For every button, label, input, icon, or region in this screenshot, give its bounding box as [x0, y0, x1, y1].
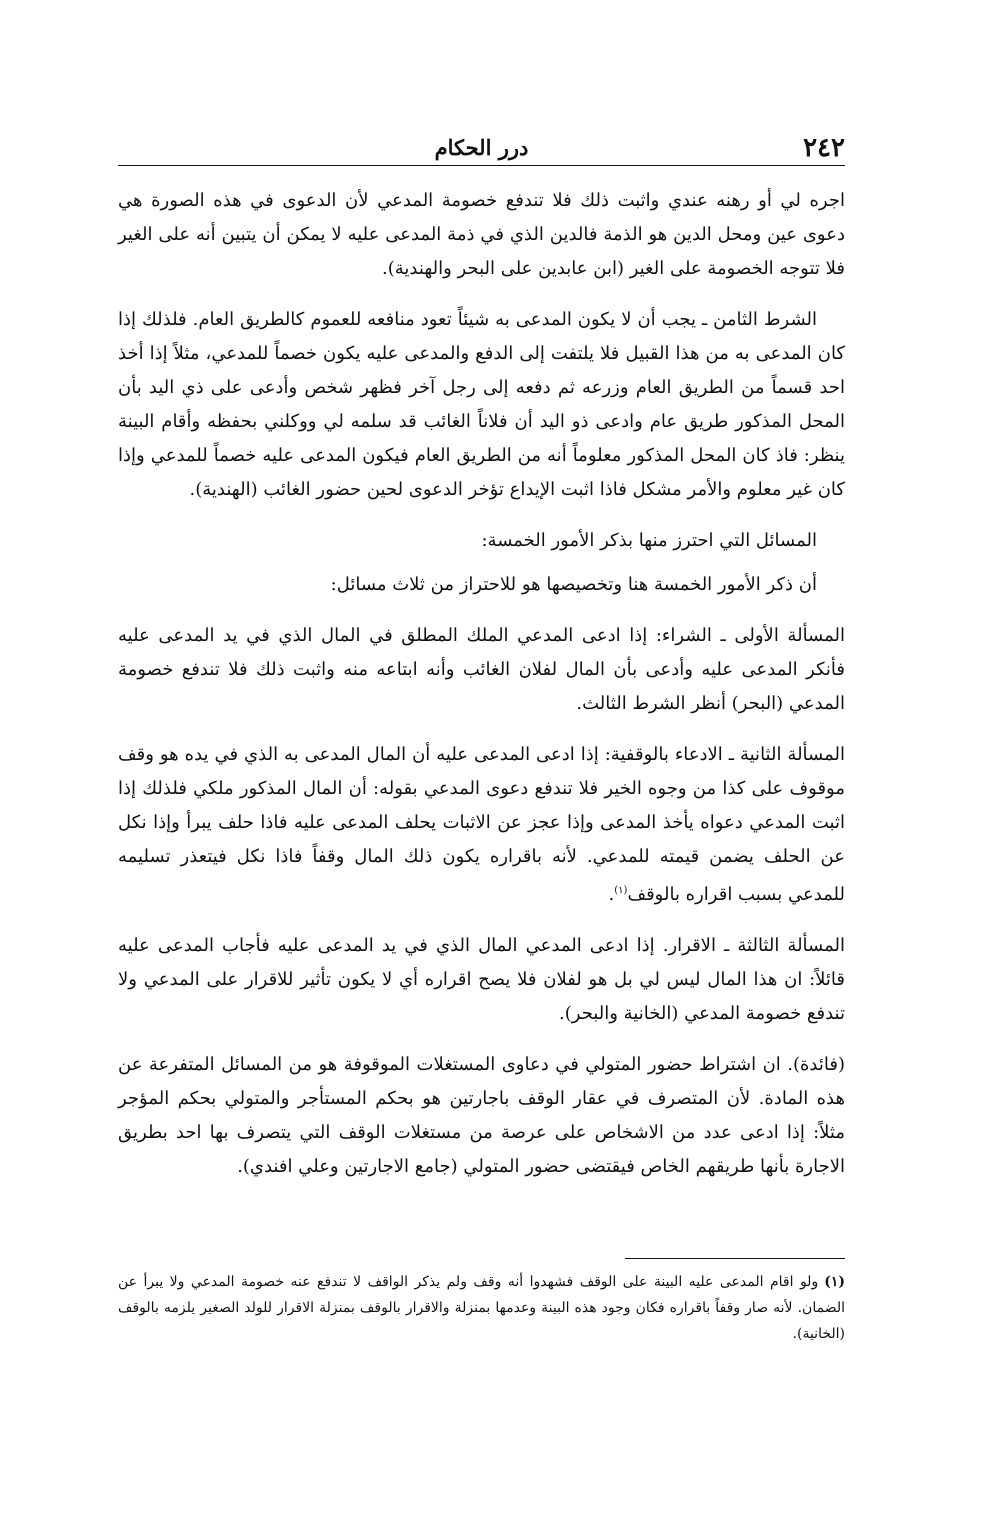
footnote-number: (١) — [824, 1274, 845, 1290]
paragraph-benefit: (فائدة). ان اشتراط حضور المتولي في دعاوى المستغلات الموقوفة هو من المسائل المتفرعة عن هذه المادة. لأن المتصرف في عقار الوقف باجارتين هو بحكم المستأجر والمتولي بحكم المؤجر مثلاً: إذا ادعى عدد من الاشخاص على عرصة من مستغلات الوقف التي يتصرف بها احد بطريق الاجارة بأنها طريقهم الخاص فيقتضى حضور المتولي (جامع الاجارتين وعلي افندي). — [118, 1054, 845, 1177]
paragraph-issue-one: المسألة الأولى ـ الشراء: إذا ادعى المدعي الملك المطلق في المال الذي في يد المدعى عليه فأنكر المدعى عليه وأدعى بأن المال لفلان الغائب وأنه ابتاعه منه واثبت ذلك فلا تندفع خصومة المدعي (البحر) أنظر الشرط الثالث. — [118, 625, 845, 714]
issue-two-text: المسألة الثانية ـ الادعاء بالوقفية: إذا ادعى المدعى عليه أن المال المدعى به الذي في يده هو وقف موقوف على كذا من وجوه الخير فلا تندفع دعوى المدعي بقوله: أن المال المذكور ملكي فلذلك إذا اثبت المدعي دعواه يأخذ المدعى وإذا عجز عن الاثبات يحلف المدعى عليه فاذا حلف يبرأ وإذا نكل عن الحلف يضمن قيمته للمدعي. لأنه باقراره يكون ذلك المال وقفاً فاذا نكل فيتعذر تسليمه للمدعي بسبب اقراره بالوقف — [118, 744, 845, 905]
paragraph-continuation: اجره لي أو رهنه عندي واثبت ذلك فلا تندفع خصومة المدعي لأن الدعوى في هذه الصورة هي دعوى عين ومحل الدين هو الذمة فالدين الذي في ذمة المدعى عليه لا يمكن أن يتبين أنه على الغير فلا تتوجه الخصومة على الغير (ابن عابدين على البحر والهندية). — [118, 190, 845, 279]
footnote-divider — [625, 1258, 845, 1259]
footnote-body: ولو اقام المدعى عليه البينة على الوقف فشهدوا أنه وقف ولم يذكر الواقف لا تندفع عنه خصومة المدعي ولا يبرأ عن الضمان. لأنه صار وقفاً باقراره فكان وجود هذه البينة وعدمها بمنزلة والاقرار بالوقف بمنزلة الاقرار للولد الصغير يلزمه بالوقف (الخانية). — [118, 1274, 845, 1342]
footnote-one — [118, 1269, 845, 1347]
main-text — [118, 184, 845, 1201]
paragraph-issues-heading: المسائل التي احترز منها بذكر الأمور الخمسة: — [481, 530, 817, 551]
footnote-section — [118, 1258, 845, 1347]
running-title: درر الحكام — [434, 135, 529, 160]
issue-two-end: . — [608, 884, 615, 905]
page-header — [118, 135, 845, 166]
paragraph-issue-two — [118, 738, 845, 912]
paragraph-condition-eight: الشرط الثامن ـ يجب أن لا يكون المدعى به شيئاً تعود منافعه للعموم كالطريق العام. فلذلك إذا كان المدعى به من هذا القبيل فلا يلتفت إلى الدفع والمدعى عليه يكون خصماً للمدعي، مثلاً إذا أخذ احد قسماً من الطريق العام وزرعه ثم دفعه إلى رجل آخر فظهر شخص وأدعى على ذي اليد بأن المحل المذكور طريق عام وادعى ذو اليد أن فلاناً الغائب قد سلمه لي ووكلني بحفظه وأقام البينة ينظر: فاذ كان المحل المذكور معلوماً أنه من الطريق العام فيكون المدعى عليه خصماً للمدعي وإذا كان غير معلوم والأمر مشكل فاذا اثبت الإيداع تؤخر الدعوى لحين حضور الغائب (الهندية). — [118, 309, 845, 500]
page-number: ٢٤٢ — [803, 133, 845, 163]
paragraph-issue-three: المسألة الثالثة ـ الاقرار. إذا ادعى المدعي المال الذي في يد المدعى عليه فأجاب المدعى عليه قائلاً: ان هذا المال ليس لي بل هو لفلان فلا يصح اقراره أي لا يكون تأثير للاقرار على المدعي ولا تندفع خصومة المدعي (الخانية والبحر). — [118, 935, 845, 1024]
paragraph-issues-intro: أن ذكر الأمور الخمسة هنا وتخصيصها هو للاحتراز من ثلاث مسائل: — [330, 574, 817, 595]
footnote-reference: (١) — [614, 885, 628, 896]
